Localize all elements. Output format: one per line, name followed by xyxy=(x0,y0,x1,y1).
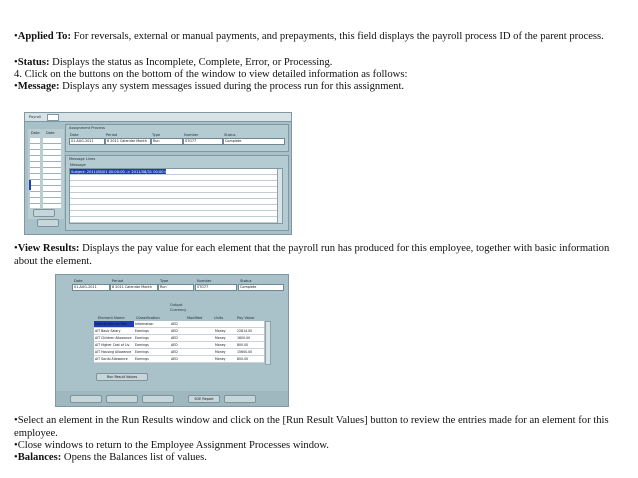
table-cell-text: Earnings xyxy=(135,350,149,354)
table-cell[interactable] xyxy=(236,335,265,341)
table-row[interactable] xyxy=(94,349,264,356)
table-cell[interactable] xyxy=(170,328,187,334)
table-cell-text: Earnings xyxy=(135,357,149,361)
table-cell[interactable] xyxy=(236,328,265,334)
table-cell[interactable] xyxy=(186,356,215,362)
window-titlebar xyxy=(25,113,291,122)
table-cell-text: AED xyxy=(171,343,178,347)
date-value: 01-AUG-2011 xyxy=(74,285,97,289)
bullet: • xyxy=(14,452,18,463)
table-cell-text: Earnings xyxy=(135,329,149,333)
table-cell[interactable] xyxy=(170,349,187,355)
table-cell-text: 22814.00 xyxy=(237,329,253,333)
table-cell[interactable] xyxy=(214,335,237,341)
date-field[interactable] xyxy=(69,138,105,145)
col-date: Date xyxy=(74,279,83,283)
run-result-values-button[interactable] xyxy=(96,373,148,381)
run-results-screenshot xyxy=(55,274,289,407)
table-cell[interactable] xyxy=(94,356,135,362)
select-element-text: Select an element in the Run Results window and click on the [Run Result Values] button to review the entries made for an element for this employee. xyxy=(14,415,609,439)
table-cell-text: Money xyxy=(215,357,226,361)
table-row[interactable] xyxy=(94,321,264,328)
soe-report-button[interactable] xyxy=(188,395,220,403)
table-cell-text: Money xyxy=(215,350,226,354)
table-cell[interactable] xyxy=(214,342,237,348)
table-cell-text: AED xyxy=(171,329,178,333)
left-button-2[interactable] xyxy=(37,219,59,227)
selection-marker xyxy=(29,180,31,190)
col-status: Status xyxy=(224,133,236,137)
hdr-classification: Classification xyxy=(136,316,160,320)
bullet: • xyxy=(14,31,18,42)
table-cell[interactable] xyxy=(134,328,171,334)
selected-message-row[interactable] xyxy=(70,169,170,174)
table-row[interactable] xyxy=(94,328,264,335)
table-cell[interactable] xyxy=(170,321,187,327)
table-cell[interactable] xyxy=(94,321,135,327)
bullet: • xyxy=(14,440,18,451)
message-lines-screenshot xyxy=(24,112,292,235)
table-cell[interactable] xyxy=(236,349,265,355)
table-cell[interactable] xyxy=(186,321,215,327)
period-value: 8 2011 Calendar Month xyxy=(112,285,152,289)
table-cell[interactable] xyxy=(170,335,187,341)
bottom-button-1[interactable] xyxy=(70,395,102,403)
table-cell[interactable] xyxy=(186,335,215,341)
selected-message-text: Subject: 2011/08/01 00:00:00 -> 2011/08/31 00:00:00 xyxy=(71,169,170,174)
table-cell-text: 800.00 xyxy=(237,343,249,347)
view-results-text: Displays the pay value for each element that the payroll run has produced for this employee, together with basic information about the element. xyxy=(14,243,610,267)
table-cell-text: AIT Housing Allowance xyxy=(95,350,132,354)
hdr-units: Units xyxy=(214,316,224,320)
view-results-label: View Results: xyxy=(17,243,80,254)
table-cell[interactable] xyxy=(186,328,215,334)
type-field[interactable] xyxy=(151,138,183,145)
left-header-1: Date xyxy=(31,131,40,135)
table-cell-text: 15600.00 xyxy=(237,350,253,354)
bottom-button-5[interactable] xyxy=(224,395,256,403)
table-cell[interactable] xyxy=(186,342,215,348)
assignment-process-group xyxy=(65,124,289,152)
number-field[interactable] xyxy=(195,284,237,291)
table-cell-text: 800.00 xyxy=(237,357,249,361)
left-list xyxy=(30,138,40,208)
table-row[interactable] xyxy=(94,356,264,363)
number-field[interactable] xyxy=(183,138,223,145)
col-type: Type xyxy=(160,279,169,283)
status-label: Status: xyxy=(17,57,50,68)
balances-label: Balances: xyxy=(17,452,62,463)
period-field[interactable] xyxy=(110,284,158,291)
message-paragraph xyxy=(14,80,624,93)
table-cell[interactable] xyxy=(94,349,135,355)
table-cell-text: Default Accrual Plan xyxy=(95,322,128,326)
applied-to-paragraph xyxy=(14,30,624,43)
status-value: Complete xyxy=(240,285,257,289)
table-cell[interactable] xyxy=(134,342,171,348)
bullet: • xyxy=(14,81,18,92)
bottom-button-bar xyxy=(56,391,288,406)
window-field xyxy=(47,114,59,121)
table-cell[interactable] xyxy=(236,342,265,348)
left-list-2 xyxy=(43,138,61,208)
table-cell[interactable] xyxy=(94,335,135,341)
table-cell-text: Earnings xyxy=(135,343,149,347)
message-scrollbar[interactable] xyxy=(277,169,282,223)
number-value: STG77 xyxy=(197,285,209,289)
applied-to-text: For reversals, external or manual payments, and prepayments, this field displays the payroll process ID of the parent process. xyxy=(71,31,604,42)
table-row[interactable] xyxy=(94,342,264,349)
table-cell[interactable] xyxy=(214,356,237,362)
hdr-modified: Modified xyxy=(187,316,203,320)
left-header-2: Date xyxy=(46,131,55,135)
table-cell[interactable] xyxy=(94,342,135,348)
col-number: Number xyxy=(197,279,212,283)
table-cell[interactable] xyxy=(214,321,237,327)
hdr-element-name: Element Name xyxy=(98,316,125,320)
output-label: Output xyxy=(170,303,183,307)
table-cell-text: Money xyxy=(215,336,226,340)
table-cell-text: AED xyxy=(171,350,178,354)
type-field[interactable] xyxy=(158,284,194,291)
date-field[interactable] xyxy=(72,284,110,291)
status-field[interactable] xyxy=(223,138,285,145)
type-value: Run xyxy=(160,285,167,289)
number-value: STG77 xyxy=(185,139,197,143)
balances-text: Opens the Balances list of values. xyxy=(61,452,207,463)
left-button-1[interactable] xyxy=(33,209,55,217)
table-cell-text: 1600.00 xyxy=(237,336,251,340)
table-cell-text: AIT Children Allowance xyxy=(95,336,132,340)
message-text: Displays any system messages issued during the process run for this assignment. xyxy=(59,81,405,92)
status-text: Displays the status as Incomplete, Complete, Error, or Processing. xyxy=(49,57,333,68)
col-period: Period xyxy=(106,133,118,137)
table-cell[interactable] xyxy=(214,328,237,334)
table-cell[interactable] xyxy=(236,356,265,362)
results-scrollbar[interactable] xyxy=(265,321,271,365)
status-field[interactable] xyxy=(238,284,284,291)
col-number: Number xyxy=(184,133,199,137)
view-results-paragraph xyxy=(14,242,624,268)
message-label: Message: xyxy=(17,81,60,92)
status-value: Complete xyxy=(225,139,242,143)
bullet: • xyxy=(14,57,18,68)
left-date-column xyxy=(28,129,64,219)
table-cell[interactable] xyxy=(236,321,265,327)
table-cell[interactable] xyxy=(134,321,171,327)
date-value: 01-AUG-2011 xyxy=(71,139,94,143)
table-cell-text: AIT Higher Cost of Liv xyxy=(95,343,130,347)
table-cell[interactable] xyxy=(94,328,135,334)
table-cell-text: AED xyxy=(171,336,178,340)
window-title: Payroll xyxy=(29,115,41,119)
table-cell[interactable] xyxy=(214,349,237,355)
table-cell[interactable] xyxy=(186,349,215,355)
col-period: Period xyxy=(112,279,124,283)
period-value: 8 2011 Calendar Month xyxy=(107,139,147,143)
close-windows-text: Close windows to return to the Employee Assignment Processes window. xyxy=(17,440,329,451)
message-list[interactable] xyxy=(69,168,283,224)
table-cell-text: AIT Basic Salary xyxy=(95,329,121,333)
table-cell-text: Money xyxy=(215,329,226,333)
currency-label: Currency xyxy=(170,308,187,312)
balances-paragraph xyxy=(14,451,624,464)
table-cell[interactable] xyxy=(170,356,187,362)
run-results-table[interactable] xyxy=(94,321,264,371)
run-result-values-label: Run Result Values xyxy=(106,375,138,379)
type-value: Run xyxy=(153,139,160,143)
col-type: Type xyxy=(152,133,161,137)
table-cell-text: Information xyxy=(135,322,154,326)
table-cell[interactable] xyxy=(134,356,171,362)
table-cell-text: Money xyxy=(215,343,226,347)
col-status: Status xyxy=(240,279,252,283)
period-field[interactable] xyxy=(105,138,151,145)
table-cell-text: AIT Social Allowance xyxy=(95,357,128,361)
message-header: Message xyxy=(70,163,86,167)
messages-title: Message Lines xyxy=(69,157,96,161)
soe-report-label: SOE Report xyxy=(194,397,214,401)
bullet: • xyxy=(14,415,18,426)
bullet: • xyxy=(14,243,18,254)
group-title: Assignment Process xyxy=(69,126,105,130)
table-cell-text: AED xyxy=(171,357,178,361)
message-lines-group xyxy=(65,155,289,231)
table-row[interactable] xyxy=(94,335,264,342)
bottom-button-2[interactable] xyxy=(106,395,138,403)
bottom-button-3[interactable] xyxy=(142,395,174,403)
table-cell-text: AED xyxy=(171,322,178,326)
table-cell[interactable] xyxy=(134,335,171,341)
applied-to-label: Applied To: xyxy=(17,31,72,42)
table-cell[interactable] xyxy=(134,349,171,355)
table-cell[interactable] xyxy=(170,342,187,348)
col-date: Date xyxy=(70,133,79,137)
table-cell-text: Earnings xyxy=(135,336,149,340)
step4-paragraph: 4. Click on the buttons on the bottom of the window to view detailed information as follows: xyxy=(14,69,408,80)
hdr-pay-value: Pay Value xyxy=(237,316,255,320)
select-element-paragraph xyxy=(14,414,624,440)
